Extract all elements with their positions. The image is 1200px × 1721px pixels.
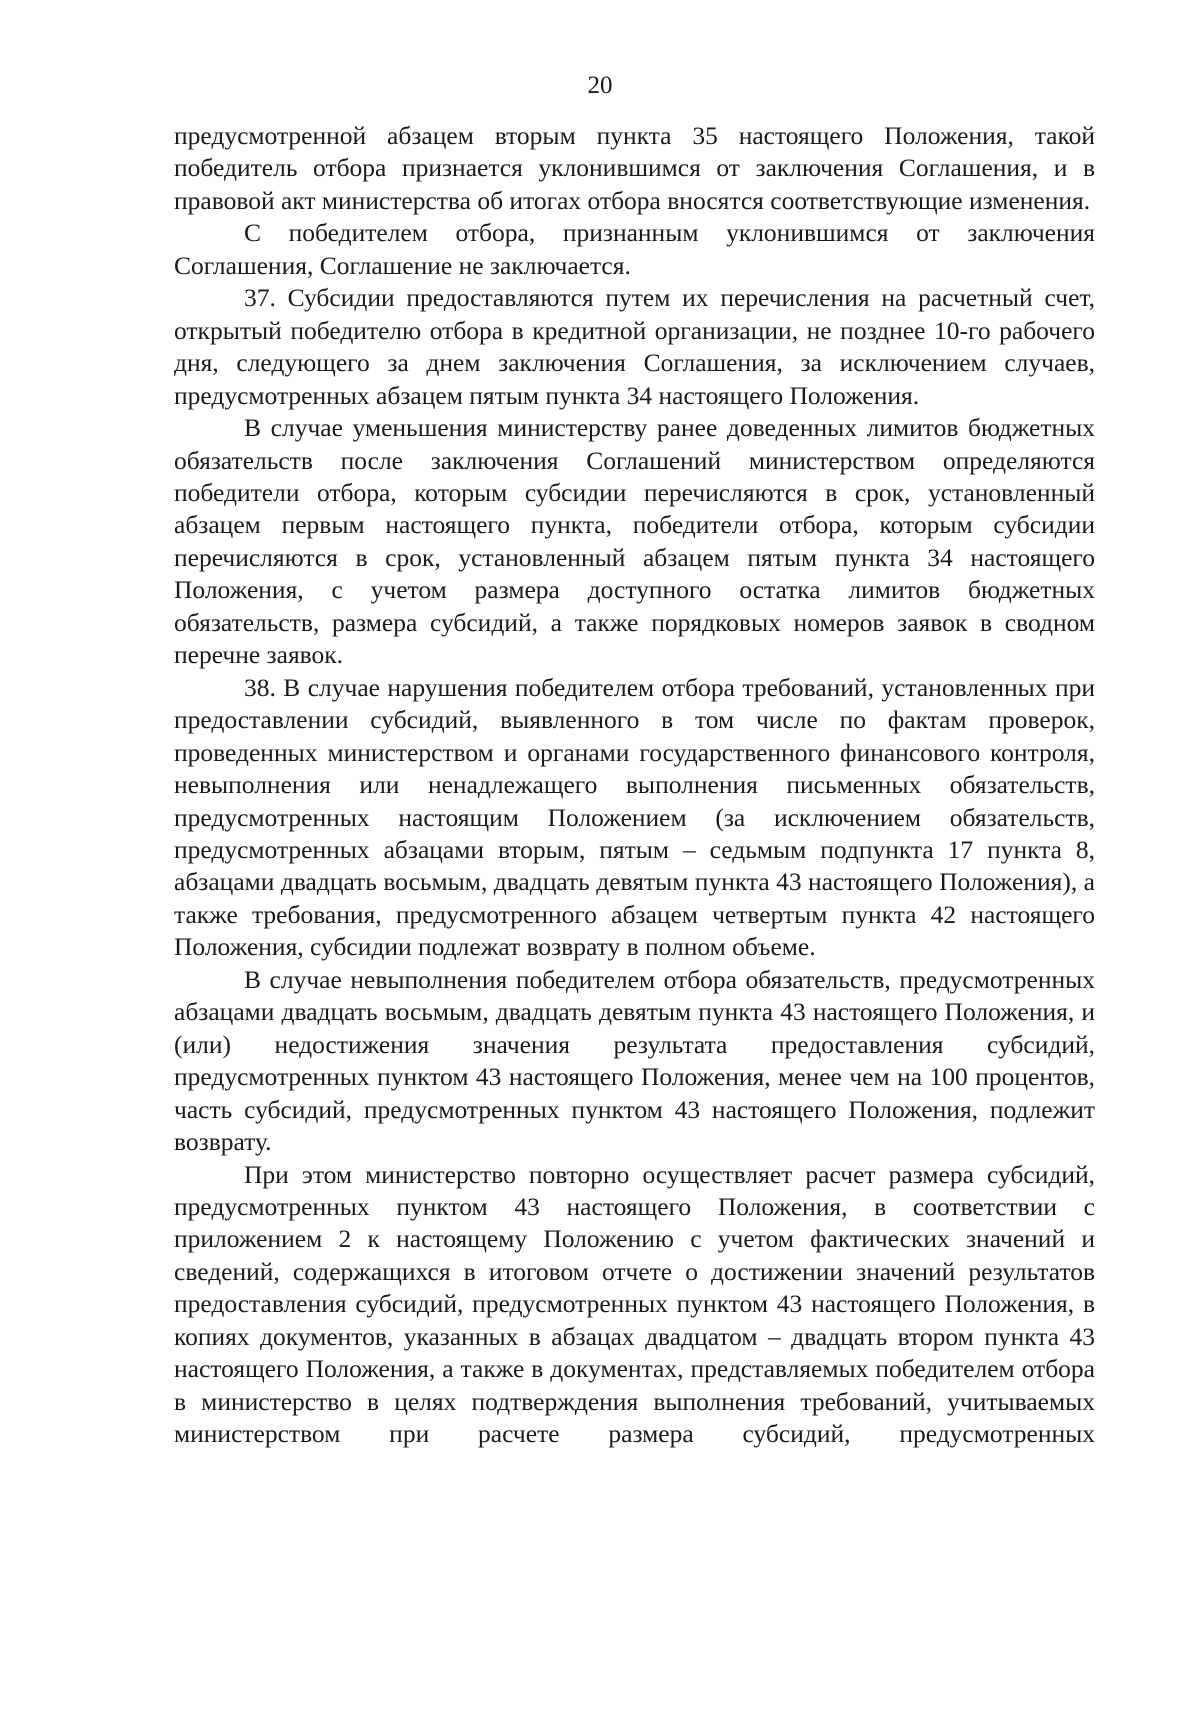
paragraph-continuation: предусмотренной абзацем вторым пункта 35 настоящего Положения, такой победитель отбора признается уклонившимся от заключения Соглашения, и в правовой акт министерства об итогах отбора вносятся соответствующие изменения. — [174, 121, 1095, 215]
paragraph: При этом министерство повторно осуществляет расчет размера субсидий, предусмотренных пунктом 43 настоящего Положения, в соответствии с приложением 2 к настоящему Положению с учетом фактических значений и сведений, содержащихся в итоговом отчете о достижении значений результатов предоставления субсидий, предусмотренных пунктом 43 настоящего Положения, в копиях документов, указанных в абзацах двадцатом – двадцать втором пункта 43 настоящего Положения, а также в документах, представляемых победителем отбора в министерство в целях подтверждения выполнения требований, учитываемых министерством при расчете размера субсидий, предусмотренных — [174, 1159, 1095, 1449]
paragraph: С победителем отбора, признанным уклонившимся от заключения Соглашения, Соглашение не заключается. — [174, 218, 1095, 280]
paragraph-clause-38: 38. В случае нарушения победителем отбора требований, установленных при предоставлении субсидий, выявленного в том числе по фактам проверок, проведенных министерством и органами государственного финансового контроля, невыполнения или ненадлежащего выполнения письменных обязательств, предусмотренных настоящим Положением (за исключением обязательств, предусмотренных абзацами вторым, пятым – седьмым подпункта 17 пункта 8, абзацами двадцать восьмым, двадцать девятым пункта 43 настоящего Положения), а также требования, предусмотренного абзацем четвертым пункта 42 настоящего Положения, субсидии подлежат возврату в полном объеме. — [174, 672, 1095, 962]
document-body — [174, 120, 1095, 1451]
paragraph: В случае невыполнения победителем отбора обязательств, предусмотренных абзацами двадцать восьмым, двадцать девятым пункта 43 настоящего Положения, и (или) недостижения значения результата предоставления субсидий, предусмотренных пунктом 43 настоящего Положения, менее чем на 100 процентов, часть субсидий, предусмотренных пунктом 43 настоящего Положения, подлежит возврату. — [174, 964, 1095, 1157]
paragraph-clause-37: 37. Субсидии предоставляются путем их перечисления на расчетный счет, открытый победителю отбора в кредитной организации, не позднее 10-го рабочего дня, следующего за днем заключения Соглашения, за исключением случаев, предусмотренных абзацем пятым пункта 34 настоящего Положения. — [174, 283, 1095, 410]
paragraph: В случае уменьшения министерству ранее доведенных лимитов бюджетных обязательств после заключения Соглашений министерством определяются победители отбора, которым субсидии перечисляются в срок, установленный абзацем первым настоящего пункта, победители отбора, которым субсидии перечисляются в срок, установленный абзацем пятым пункта 34 настоящего Положения, с учетом размера доступного остатка лимитов бюджетных обязательств, размера субсидий, а также порядковых номеров заявок в сводном перечне заявок. — [174, 413, 1095, 670]
page-number: 20 — [587, 72, 613, 99]
